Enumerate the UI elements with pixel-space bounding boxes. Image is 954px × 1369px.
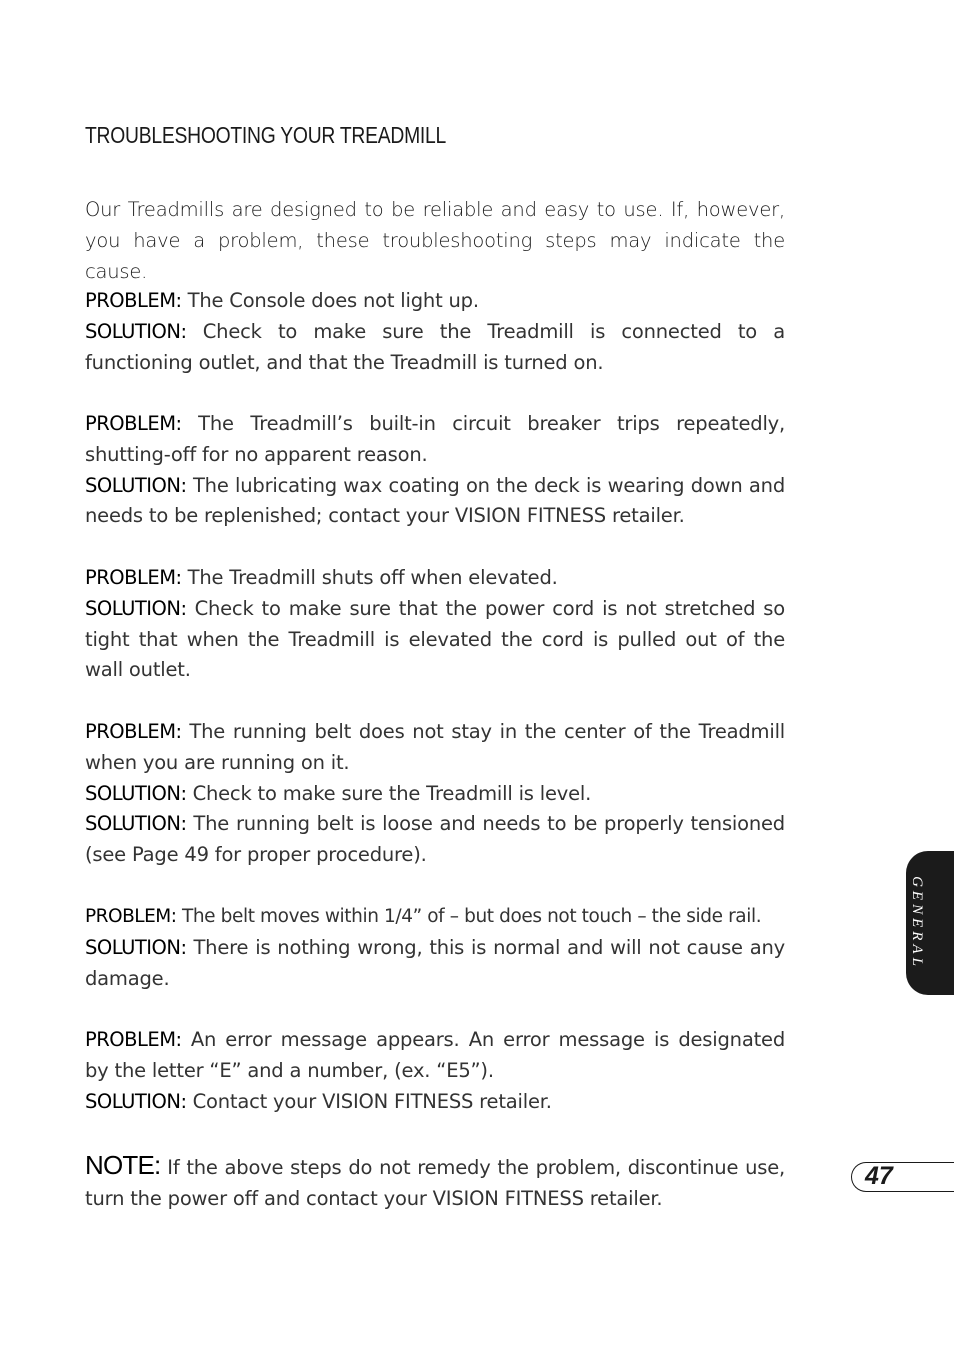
problem-line: [85, 286, 785, 317]
solution-text: Check to make sure the Treadmill is connected to a functioning outlet, and that the Treadmill is turned on.: [85, 319, 785, 374]
problem-label: PROBLEM:: [85, 720, 182, 743]
solution-line: [85, 317, 785, 379]
problem-label: PROBLEM:: [85, 412, 182, 435]
solution-text: Check to make sure that the power cord is not stretched so tight that when the Treadmill is elevated the cord is pulled out of the wall outlet.: [85, 596, 785, 682]
problem-text: The belt moves within 1/4” of – but does not touch – the side rail.: [181, 906, 762, 927]
note-line: [85, 1150, 785, 1215]
solution-label: SOLUTION:: [85, 781, 187, 805]
solution-label: SOLUTION:: [85, 473, 187, 497]
problem-label: PROBLEM:: [85, 906, 177, 927]
page-number: 47: [865, 1162, 893, 1190]
solution-label: SOLUTION:: [85, 596, 187, 620]
solution-text: Check to make sure the Treadmill is level.: [192, 781, 592, 805]
intro-paragraph: Our Treadmills are designed to be reliable and easy to use. If, however, you have a problem, these troubleshooting steps may indicate the cause.: [85, 198, 785, 283]
troubleshooting-entry: [85, 409, 785, 532]
problem-line: [85, 1025, 785, 1087]
note-label: NOTE:: [85, 1150, 161, 1180]
solution-label: SOLUTION:: [85, 319, 187, 343]
troubleshooting-entry: [85, 286, 785, 378]
problem-label: PROBLEM:: [85, 1028, 182, 1051]
solution-label: SOLUTION:: [85, 812, 187, 836]
problem-label: PROBLEM:: [85, 566, 182, 589]
problem-text: The Treadmill shuts off when elevated.: [187, 566, 558, 589]
solution-line: [85, 809, 785, 871]
note-block: [85, 1150, 785, 1215]
note-text: If the above steps do not remedy the problem, discontinue use, turn the power off and contact your VISION FITNESS retailer.: [85, 1156, 785, 1210]
solution-text: The lubricating wax coating on the deck is wearing down and needs to be replenished; contact your VISION FITNESS retailer.: [85, 473, 785, 528]
page-title: TROUBLESHOOTING YOUR TREADMILL: [85, 122, 447, 148]
troubleshooting-entry: [85, 717, 785, 871]
problem-line: [85, 717, 785, 779]
troubleshooting-entry: [85, 563, 785, 686]
problem-label: PROBLEM:: [85, 289, 182, 312]
problem-text: An error message appears. An error message is designated by the letter “E” and a number, (ex. “E5”).: [85, 1028, 785, 1082]
problem-text: The running belt does not stay in the center of the Treadmill when you are running on it.: [85, 720, 786, 774]
section-tab-label: GENERAL: [909, 876, 925, 970]
problem-text: The Treadmill’s built-in circuit breaker trips repeatedly, shutting-off for no apparent reason.: [85, 412, 785, 466]
problem-line: [85, 902, 785, 933]
solution-line: [85, 594, 785, 686]
problem-line: [85, 563, 785, 594]
troubleshooting-entry: [85, 1025, 785, 1117]
solution-text: Contact your VISION FITNESS retailer.: [192, 1089, 552, 1113]
solution-line: [85, 471, 785, 533]
problem-line: [85, 409, 785, 471]
problem-text: The Console does not light up.: [187, 289, 479, 312]
solution-line: [85, 1087, 785, 1118]
solution-label: SOLUTION:: [85, 935, 187, 959]
solution-label: SOLUTION:: [85, 1089, 187, 1113]
solution-text: The running belt is loose and needs to be properly tensioned (see Page 49 for proper procedure).: [85, 812, 785, 867]
solution-line: [85, 933, 785, 995]
troubleshooting-entry: [85, 902, 785, 994]
solution-line: [85, 779, 785, 810]
solution-text: There is nothing wrong, this is normal and will not cause any damage.: [85, 935, 786, 990]
